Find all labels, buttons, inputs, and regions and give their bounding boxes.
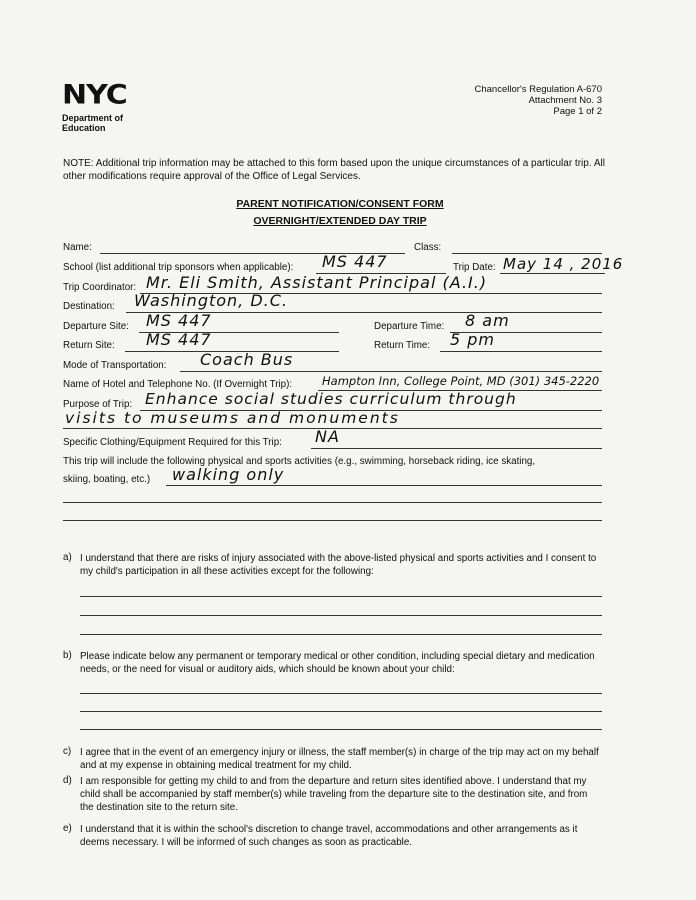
- hotel-label: Name of Hotel and Telephone No. (If Overnight Trip):: [63, 379, 293, 390]
- school-label: School (list additional trip sponsors when applicable):: [63, 262, 294, 273]
- return-site-value: MS 447: [146, 330, 212, 349]
- purpose-label: Purpose of Trip:: [63, 399, 133, 410]
- item-a-letter: a): [63, 552, 72, 563]
- transport-label: Mode of Transportation:: [63, 360, 167, 371]
- coordinator-value: Mr. Eli Smith, Assistant Principal (A.I.): [146, 273, 488, 292]
- nyc-logo: NYC: [62, 79, 127, 111]
- item-c-text: I agree that in the event of an emergency injury or illness, the staff member(s) in charge of the trip may act on my behalf and at my expense in obtaining medical treatment for my child.: [80, 747, 599, 771]
- return-site-label: Return Site:: [63, 340, 115, 351]
- item-e-text: I understand that it is within the school's discretion to change travel, accommodations and other arrangements as it deems necessary. I will be informed of such changes as soon as practicable.: [80, 824, 578, 848]
- item-b-line-2[interactable]: [80, 711, 602, 712]
- clothing-label: Specific Clothing/Equipment Required for this Trip:: [63, 437, 282, 448]
- item-e-letter: e): [63, 823, 72, 834]
- item-b-line-1[interactable]: [80, 693, 602, 694]
- item-d-letter: d): [63, 775, 72, 786]
- destination-value: Washington, D.C.: [134, 291, 289, 310]
- school-value: MS 447: [322, 252, 388, 271]
- clothing-value: NA: [315, 427, 340, 446]
- item-b-text: Please indicate below any permanent or temporary medical or other condition, including special dietary and medication needs, or the need for visual or auditory aids, which should be known about your child:: [80, 651, 595, 675]
- trip-date-value: May 14 , 2016: [503, 255, 624, 273]
- transport-value: Coach Bus: [200, 350, 294, 369]
- clothing-field[interactable]: [311, 448, 602, 449]
- hotel-value: Hampton Inn, College Point, MD (301) 345-2220: [322, 374, 600, 388]
- page-number: Page 1 of 2: [553, 106, 602, 117]
- departure-site-value: MS 447: [146, 311, 212, 330]
- departure-time-value: 8 am: [465, 311, 510, 330]
- transport-field[interactable]: [180, 371, 602, 372]
- class-field[interactable]: [452, 253, 602, 254]
- item-a-line-3[interactable]: [80, 634, 602, 635]
- department-line1: Department of: [62, 113, 124, 123]
- return-time-label: Return Time:: [374, 340, 431, 351]
- form-title: PARENT NOTIFICATION/CONSENT FORM: [236, 198, 444, 210]
- activities-text-line2: skiing, boating, etc.): [63, 474, 151, 485]
- return-time-value: 5 pm: [450, 330, 496, 349]
- item-b-line-3[interactable]: [80, 729, 602, 730]
- item-d-text: I am responsible for getting my child to and from the departure and return sites identified above. I understand that my child shall be accompanied by staff member(s) while traveling from the departure site to the destination site, and from the destination site to the return site.: [80, 776, 588, 813]
- activities-blank-line-2[interactable]: [63, 520, 602, 521]
- attachment-number: Attachment No. 3: [528, 95, 602, 106]
- item-a-text: I understand that there are risks of injury associated with the above-listed physical and sports activities and I consent to my child's participation in all these activities except for the following:: [80, 553, 597, 577]
- coordinator-label: Trip Coordinator:: [63, 282, 137, 293]
- activities-blank-line-1[interactable]: [63, 502, 602, 503]
- name-label: Name:: [63, 242, 92, 253]
- activities-value: walking only: [172, 465, 285, 484]
- activities-text-line1: This trip will include the following physical and sports activities (e.g., swimming, horseback riding, ice skating,: [63, 456, 536, 467]
- class-label: Class:: [414, 242, 442, 253]
- item-a-line-2[interactable]: [80, 615, 602, 616]
- item-b-letter: b): [63, 650, 72, 661]
- purpose-value-line1: Enhance social studies curriculum through: [145, 390, 517, 408]
- purpose-value-line2: visits to museums and monuments: [65, 409, 400, 427]
- activities-field[interactable]: [166, 485, 602, 486]
- trip-date-field[interactable]: [500, 273, 605, 274]
- regulation-header: [474, 84, 602, 117]
- departure-time-label: Departure Time:: [374, 321, 445, 332]
- destination-label: Destination:: [63, 301, 115, 312]
- return-time-field[interactable]: [440, 351, 602, 352]
- trip-date-label: Trip Date:: [453, 262, 496, 273]
- department-name: [62, 113, 123, 133]
- form-subtitle: OVERNIGHT/EXTENDED DAY TRIP: [253, 215, 427, 227]
- item-c-letter: c): [63, 746, 72, 757]
- regulation-number: Chancellor's Regulation A-670: [474, 84, 602, 95]
- note-text: NOTE: Additional trip information may be attached to this form based upon the unique circumstances of a particular trip. All other modifications require approval of the Office of Legal Services.: [63, 158, 605, 182]
- department-line2: Education: [62, 123, 106, 133]
- departure-site-label: Departure Site:: [63, 321, 129, 332]
- item-a-line-1[interactable]: [80, 596, 602, 597]
